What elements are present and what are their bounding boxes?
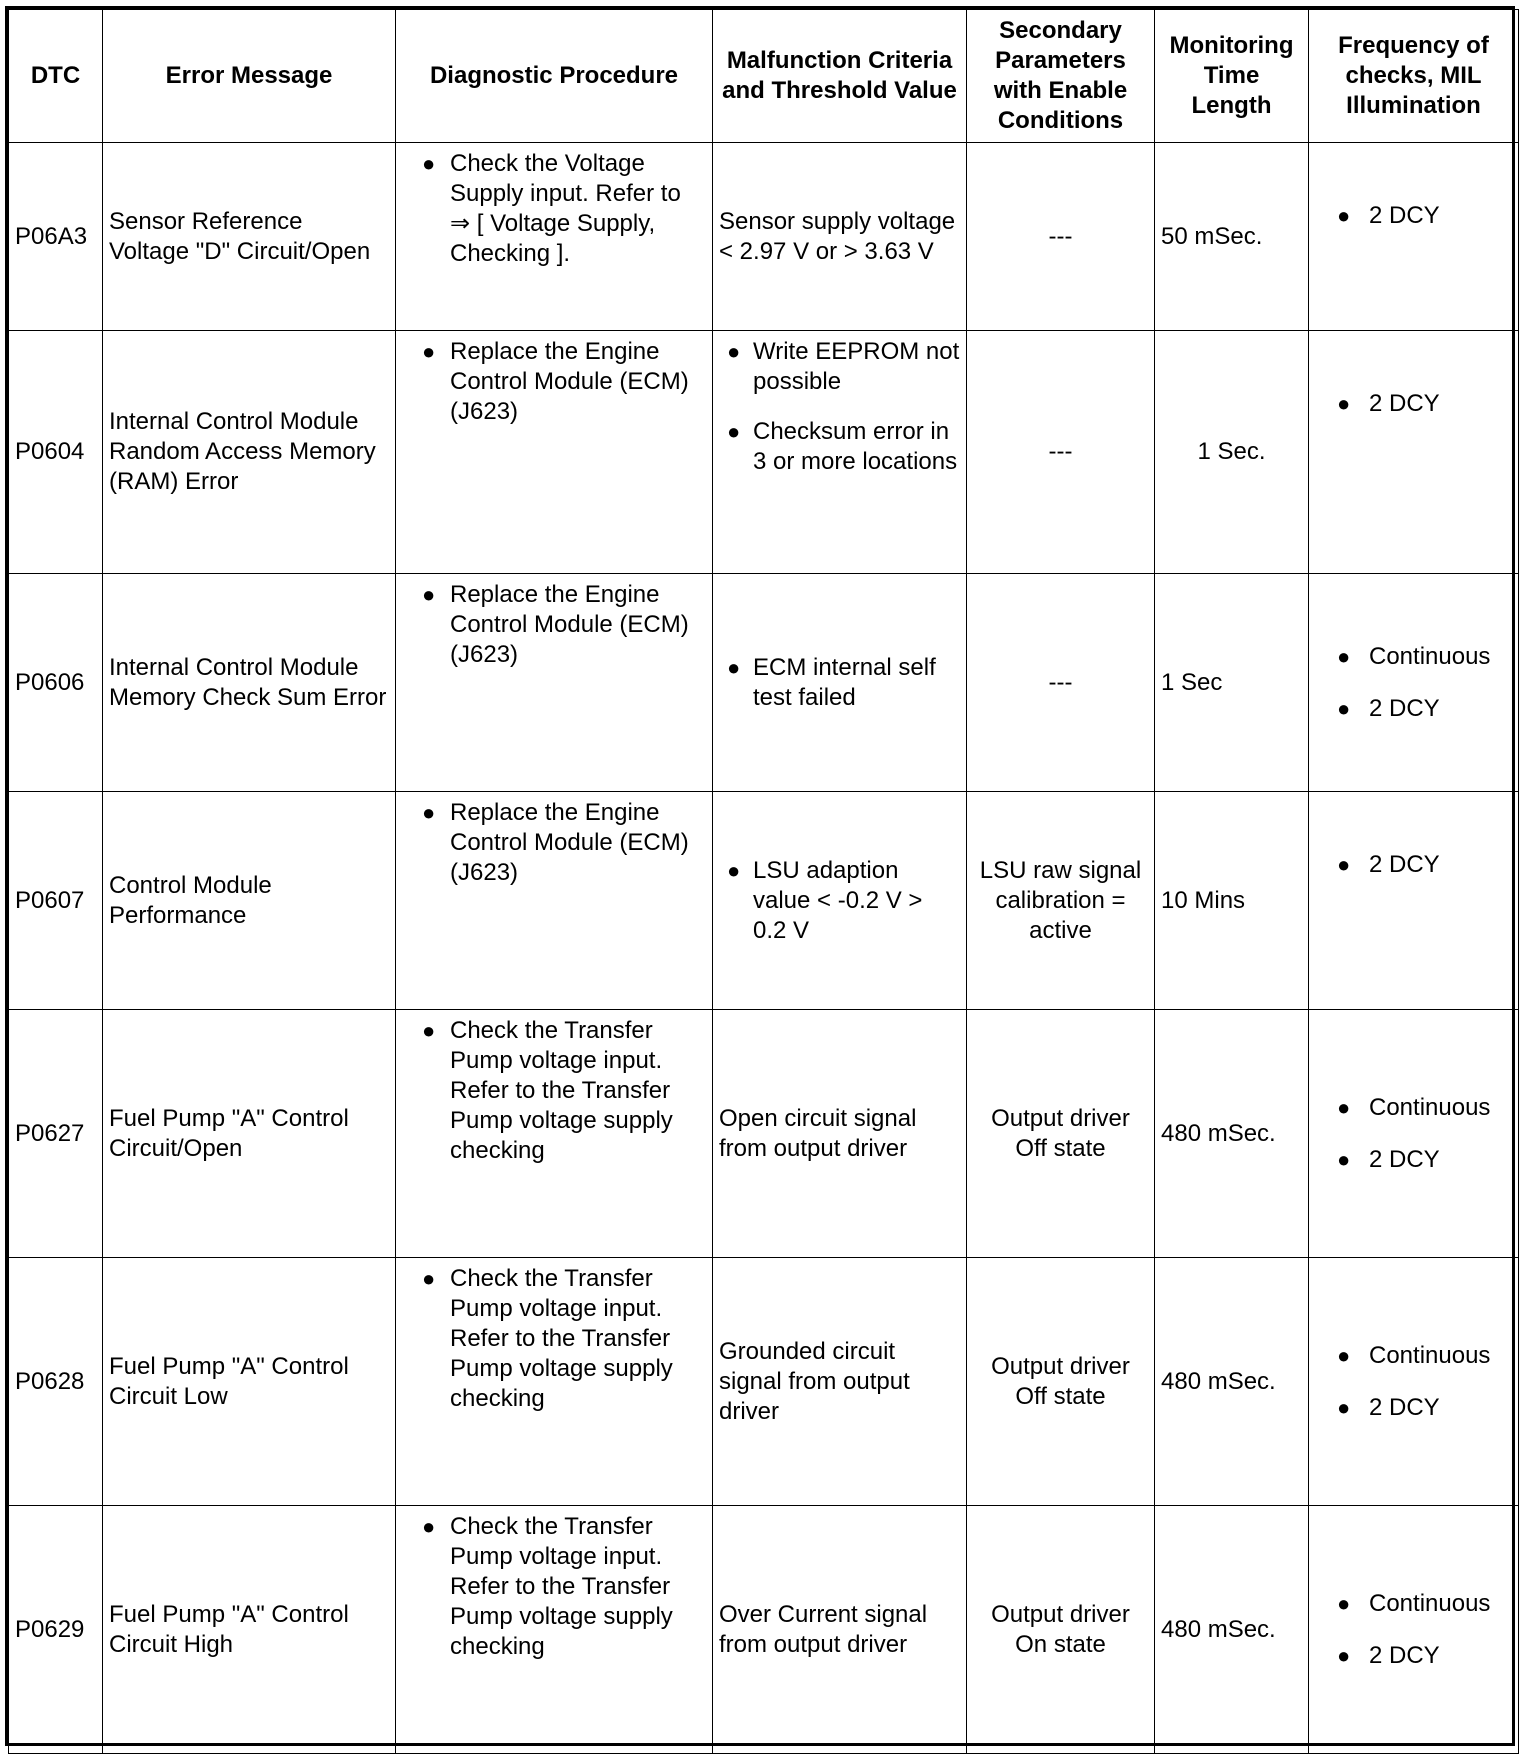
- table-row: [9, 574, 1519, 792]
- malfunction-criteria: [713, 1506, 967, 1754]
- header-monitoring-time: Monitoring Time Length: [1155, 10, 1309, 143]
- procedure-list: [402, 149, 706, 269]
- frequency: [1309, 1010, 1519, 1258]
- error-message: Internal Control Module Random Access Memory (RAM) Error: [103, 331, 396, 574]
- frequency: [1309, 1258, 1519, 1506]
- criteria-list: [719, 337, 960, 477]
- frequency-item: ● Continuous: [1315, 1093, 1512, 1123]
- criteria-text: Sensor supply voltage < 2.97 V or > 3.63 V: [719, 207, 956, 265]
- table-row: [9, 1506, 1519, 1754]
- criteria-item: ● Write EEPROM not possible: [719, 337, 960, 397]
- diagnostic-procedure: [396, 792, 713, 1010]
- diagnostic-procedure: [396, 574, 713, 792]
- criteria-item: ● Checksum error in 3 or more locations: [719, 417, 960, 477]
- malfunction-criteria: [713, 792, 967, 1010]
- monitoring-time: 480 mSec.: [1155, 1010, 1309, 1258]
- procedure-item: ● Check the Voltage Supply input. Refer to ⇒ [ Voltage Supply, Checking ].: [402, 149, 706, 269]
- dtc-table-sheet: [5, 6, 1515, 1746]
- secondary-parameters: Output driver Off state: [967, 1258, 1155, 1506]
- dtc-code: P0606: [9, 574, 103, 792]
- dtc-table: [8, 9, 1519, 1754]
- error-message: Sensor Reference Voltage "D" Circuit/Open: [103, 143, 396, 331]
- secondary-parameters: Output driver On state: [967, 1506, 1155, 1754]
- diagnostic-procedure: [396, 1506, 713, 1754]
- table-row: [9, 1258, 1519, 1506]
- frequency-item: ● Continuous: [1315, 642, 1512, 672]
- frequency-list: [1315, 850, 1512, 880]
- malfunction-criteria: [713, 1258, 967, 1506]
- monitoring-time: 1 Sec.: [1155, 331, 1309, 574]
- procedure-list: [402, 1016, 706, 1166]
- procedure-item: ● Check the Transfer Pump voltage input. Refer to the Transfer Pump voltage supply checking: [402, 1264, 706, 1414]
- dtc-code: P06A3: [9, 143, 103, 331]
- frequency-list: [1315, 1341, 1512, 1423]
- table-row: [9, 1010, 1519, 1258]
- procedure-item: ● Check the Transfer Pump voltage input. Refer to the Transfer Pump voltage supply checking: [402, 1512, 706, 1662]
- monitoring-time: 480 mSec.: [1155, 1506, 1309, 1754]
- criteria-text: Grounded circuit signal from output driver: [719, 1337, 910, 1425]
- frequency-item: ● 2 DCY: [1315, 389, 1512, 419]
- frequency-list: [1315, 1589, 1512, 1671]
- frequency-item: ● 2 DCY: [1315, 201, 1512, 231]
- table-row: [9, 792, 1519, 1010]
- criteria-text: Over Current signal from output driver: [719, 1600, 928, 1658]
- error-message: Fuel Pump "A" Control Circuit/Open: [103, 1010, 396, 1258]
- error-message: Control Module Performance: [103, 792, 396, 1010]
- frequency-list: [1315, 1093, 1512, 1175]
- monitoring-time: 50 mSec.: [1155, 143, 1309, 331]
- frequency-item: ● Continuous: [1315, 1341, 1512, 1371]
- criteria-list: [719, 653, 960, 713]
- header-error-message: Error Message: [103, 10, 396, 143]
- frequency-list: [1315, 201, 1512, 231]
- frequency-list: [1315, 389, 1512, 419]
- frequency: [1309, 331, 1519, 574]
- header-secondary-parameters: Secondary Parameters with Enable Conditions: [967, 10, 1155, 143]
- error-message: Fuel Pump "A" Control Circuit Low: [103, 1258, 396, 1506]
- malfunction-criteria: [713, 574, 967, 792]
- frequency-item: ● Continuous: [1315, 1589, 1512, 1619]
- procedure-item: ● Replace the Engine Control Module (ECM) (J623): [402, 337, 706, 427]
- procedure-item: ● Replace the Engine Control Module (ECM) (J623): [402, 798, 706, 888]
- procedure-list: [402, 1512, 706, 1662]
- header-malfunction-criteria: Malfunction Criteria and Threshold Value: [713, 10, 967, 143]
- criteria-item: ● LSU adaption value < -0.2 V > 0.2 V: [719, 856, 960, 946]
- diagnostic-procedure: [396, 143, 713, 331]
- procedure-list: [402, 1264, 706, 1414]
- table-body: [9, 143, 1519, 1754]
- table-row: [9, 331, 1519, 574]
- error-message: Internal Control Module Memory Check Sum Error: [103, 574, 396, 792]
- criteria-item: ● ECM internal self test failed: [719, 653, 960, 713]
- diagnostic-procedure: [396, 331, 713, 574]
- procedure-item: ● Replace the Engine Control Module (ECM) (J623): [402, 580, 706, 670]
- malfunction-criteria: [713, 1010, 967, 1258]
- secondary-parameters: ---: [967, 574, 1155, 792]
- frequency-item: ● 2 DCY: [1315, 850, 1512, 880]
- secondary-parameters: ---: [967, 143, 1155, 331]
- header-frequency: Frequency of checks, MIL Illumination: [1309, 10, 1519, 143]
- malfunction-criteria: [713, 331, 967, 574]
- criteria-list: [719, 856, 960, 946]
- dtc-code: P0629: [9, 1506, 103, 1754]
- monitoring-time: 10 Mins: [1155, 792, 1309, 1010]
- monitoring-time: 480 mSec.: [1155, 1258, 1309, 1506]
- secondary-parameters: Output driver Off state: [967, 1010, 1155, 1258]
- frequency-item: ● 2 DCY: [1315, 1393, 1512, 1423]
- frequency-item: ● 2 DCY: [1315, 1641, 1512, 1671]
- table-row: [9, 143, 1519, 331]
- diagnostic-procedure: [396, 1010, 713, 1258]
- secondary-parameters: ---: [967, 331, 1155, 574]
- dtc-code: P0607: [9, 792, 103, 1010]
- error-message: Fuel Pump "A" Control Circuit High: [103, 1506, 396, 1754]
- frequency-item: ● 2 DCY: [1315, 1145, 1512, 1175]
- dtc-code: P0628: [9, 1258, 103, 1506]
- frequency: [1309, 574, 1519, 792]
- diagnostic-procedure: [396, 1258, 713, 1506]
- procedure-list: [402, 798, 706, 888]
- malfunction-criteria: [713, 143, 967, 331]
- procedure-list: [402, 337, 706, 427]
- dtc-code: P0604: [9, 331, 103, 574]
- secondary-parameters: LSU raw signal calibration = active: [967, 792, 1155, 1010]
- criteria-text: Open circuit signal from output driver: [719, 1104, 917, 1162]
- frequency: [1309, 792, 1519, 1010]
- frequency-item: ● 2 DCY: [1315, 694, 1512, 724]
- frequency: [1309, 1506, 1519, 1754]
- header-diagnostic-procedure: Diagnostic Procedure: [396, 10, 713, 143]
- dtc-code: P0627: [9, 1010, 103, 1258]
- header-dtc: DTC: [9, 10, 103, 143]
- procedure-item: ● Check the Transfer Pump voltage input. Refer to the Transfer Pump voltage supply checking: [402, 1016, 706, 1166]
- monitoring-time: 1 Sec: [1155, 574, 1309, 792]
- frequency-list: [1315, 642, 1512, 724]
- procedure-list: [402, 580, 706, 670]
- header-row: [9, 10, 1519, 143]
- frequency: [1309, 143, 1519, 331]
